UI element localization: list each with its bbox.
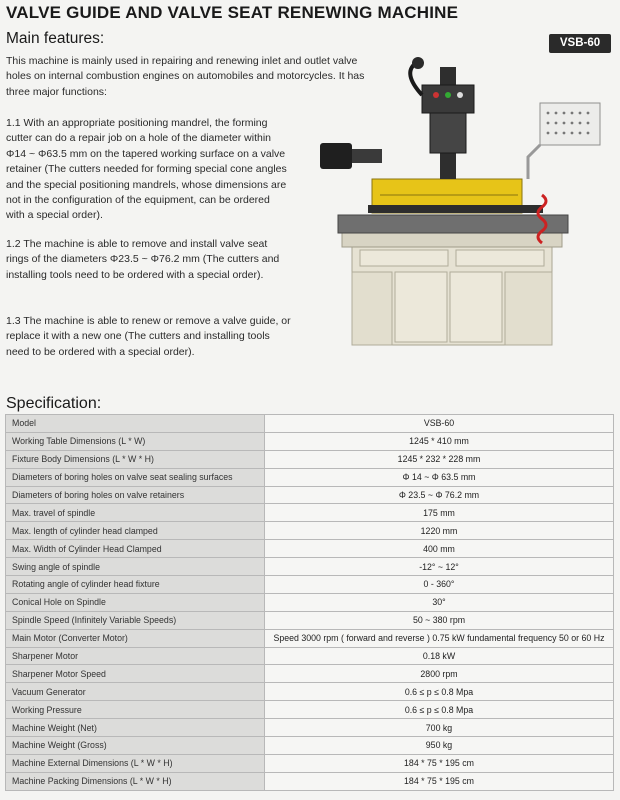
spec-label: Max. length of cylinder head clamped [6,522,265,540]
feature-item-2: 1.2 The machine is able to remove and install valve seat rings of the diameters Φ23.5 ~ Φ76.2 mm (The cutters and installing tools need to be ordered with a special order). [6,238,280,281]
table-row [6,737,614,755]
table-row [6,415,614,433]
table-row [6,683,614,701]
machine-leg-right [505,272,552,345]
spec-label: Machine Weight (Gross) [6,737,265,755]
spec-value: 700 kg [265,719,614,737]
spec-label: Machine Packing Dimensions (L * W * H) [6,772,265,790]
spec-label: Rotating angle of cylinder head fixture [6,576,265,594]
spec-value: 0 - 360° [265,576,614,594]
table-row [6,504,614,522]
machine-tool-rack [540,103,600,145]
spec-label: Swing angle of spindle [6,558,265,576]
table-row [6,593,614,611]
machine-photo [290,55,620,355]
machine-cabinet-top [342,233,562,247]
table-row [6,701,614,719]
machine-table [338,215,568,233]
machine-motor [320,143,352,169]
specification-heading: Specification: [6,395,102,412]
spec-label: Max. travel of spindle [6,504,265,522]
main-features-heading: Main features: [6,30,105,47]
machine-fixture-rail [368,205,543,213]
table-row [6,772,614,790]
spec-value: Φ 23.5 ~ Φ 76.2 mm [265,486,614,504]
model-badge: VSB-60 [549,34,611,53]
machine-leg-left [352,272,392,345]
page-title: VALVE GUIDE AND VALVE SEAT RENEWING MACHINE [6,3,459,22]
machine-lamp [412,57,424,69]
feature-item-1: 1.1 With an appropriate positioning mandrel, the forming cutter can do a repair job on a hole of the diameter within Φ14 ~ Φ63.5 mm on the tapered working surface on a valve retainer (The cutters needed for forming special cone angles and the special positioning mandrels, whose dimensions are not in the configuration of the equipment, can be ordered with a special order). [6,117,287,222]
spec-label: Fixture Body Dimensions (L * W * H) [6,450,265,468]
spec-value: Speed 3000 rpm ( forward and reverse ) 0.75 kW fundamental frequency 50 or 60 Hz [265,629,614,647]
spec-label: Sharpener Motor Speed [6,665,265,683]
spec-value: 184 * 75 * 195 cm [265,772,614,790]
spec-value: 0.18 kW [265,647,614,665]
spec-value: 400 mm [265,540,614,558]
spec-value: -12° ~ 12° [265,558,614,576]
intro-paragraph: This machine is mainly used in repairing and renewing inlet and outlet valve holes on internal combustion engines on automobiles and motorcycles. It has three major functions: [6,55,365,98]
spec-label: Diameters of boring holes on valve seat sealing surfaces [6,468,265,486]
table-row [6,468,614,486]
spec-value: Φ 14 ~ Φ 63.5 mm [265,468,614,486]
spec-value: 0.6 ≤ p ≤ 0.8 Mpa [265,701,614,719]
spec-label: Main Motor (Converter Motor) [6,629,265,647]
feature-item-3: 1.3 The machine is able to renew or remove a valve guide, or replace it with a new one (The cutters and installing tools need to be ordered with a special order). [6,315,291,358]
spec-label: Working Table Dimensions (L * W) [6,432,265,450]
machine-door-right [450,272,502,342]
table-row [6,522,614,540]
spec-label: Diameters of boring holes on valve retainers [6,486,265,504]
table-row [6,432,614,450]
table-row [6,576,614,594]
machine-drawer-left [360,250,448,266]
table-row [6,629,614,647]
table-row [6,558,614,576]
spec-label: Sharpener Motor [6,647,265,665]
machine-drawer-right [456,250,544,266]
spec-label: Working Pressure [6,701,265,719]
spec-value: 50 ~ 380 rpm [265,611,614,629]
spec-value: 1245 * 410 mm [265,432,614,450]
table-row [6,719,614,737]
spec-value: 1245 * 232 * 228 mm [265,450,614,468]
spec-value: 0.6 ≤ p ≤ 0.8 Mpa [265,683,614,701]
specification-table [5,414,614,791]
machine-rack-arm [528,145,540,179]
spec-label: Conical Hole on Spindle [6,593,265,611]
spec-label: Machine Weight (Net) [6,719,265,737]
spec-value: 1220 mm [265,522,614,540]
spec-label: Vacuum Generator [6,683,265,701]
table-row [6,611,614,629]
spec-value: 950 kg [265,737,614,755]
spec-value: 184 * 75 * 195 cm [265,754,614,772]
spec-value: 2800 rpm [265,665,614,683]
table-row [6,540,614,558]
machine-head [422,85,474,113]
machine-spindle-housing [430,113,466,153]
spec-label: Max. Width of Cylinder Head Clamped [6,540,265,558]
spec-value: 30° [265,593,614,611]
spec-label: Machine External Dimensions (L * W * H) [6,754,265,772]
spec-value: 175 mm [265,504,614,522]
spec-value: VSB-60 [265,415,614,433]
machine-door-left [395,272,447,342]
table-row [6,647,614,665]
table-row [6,754,614,772]
table-row [6,665,614,683]
table-row [6,486,614,504]
spec-label: Spindle Speed (Infinitely Variable Speeds) [6,611,265,629]
spec-label: Model [6,415,265,433]
table-row [6,450,614,468]
